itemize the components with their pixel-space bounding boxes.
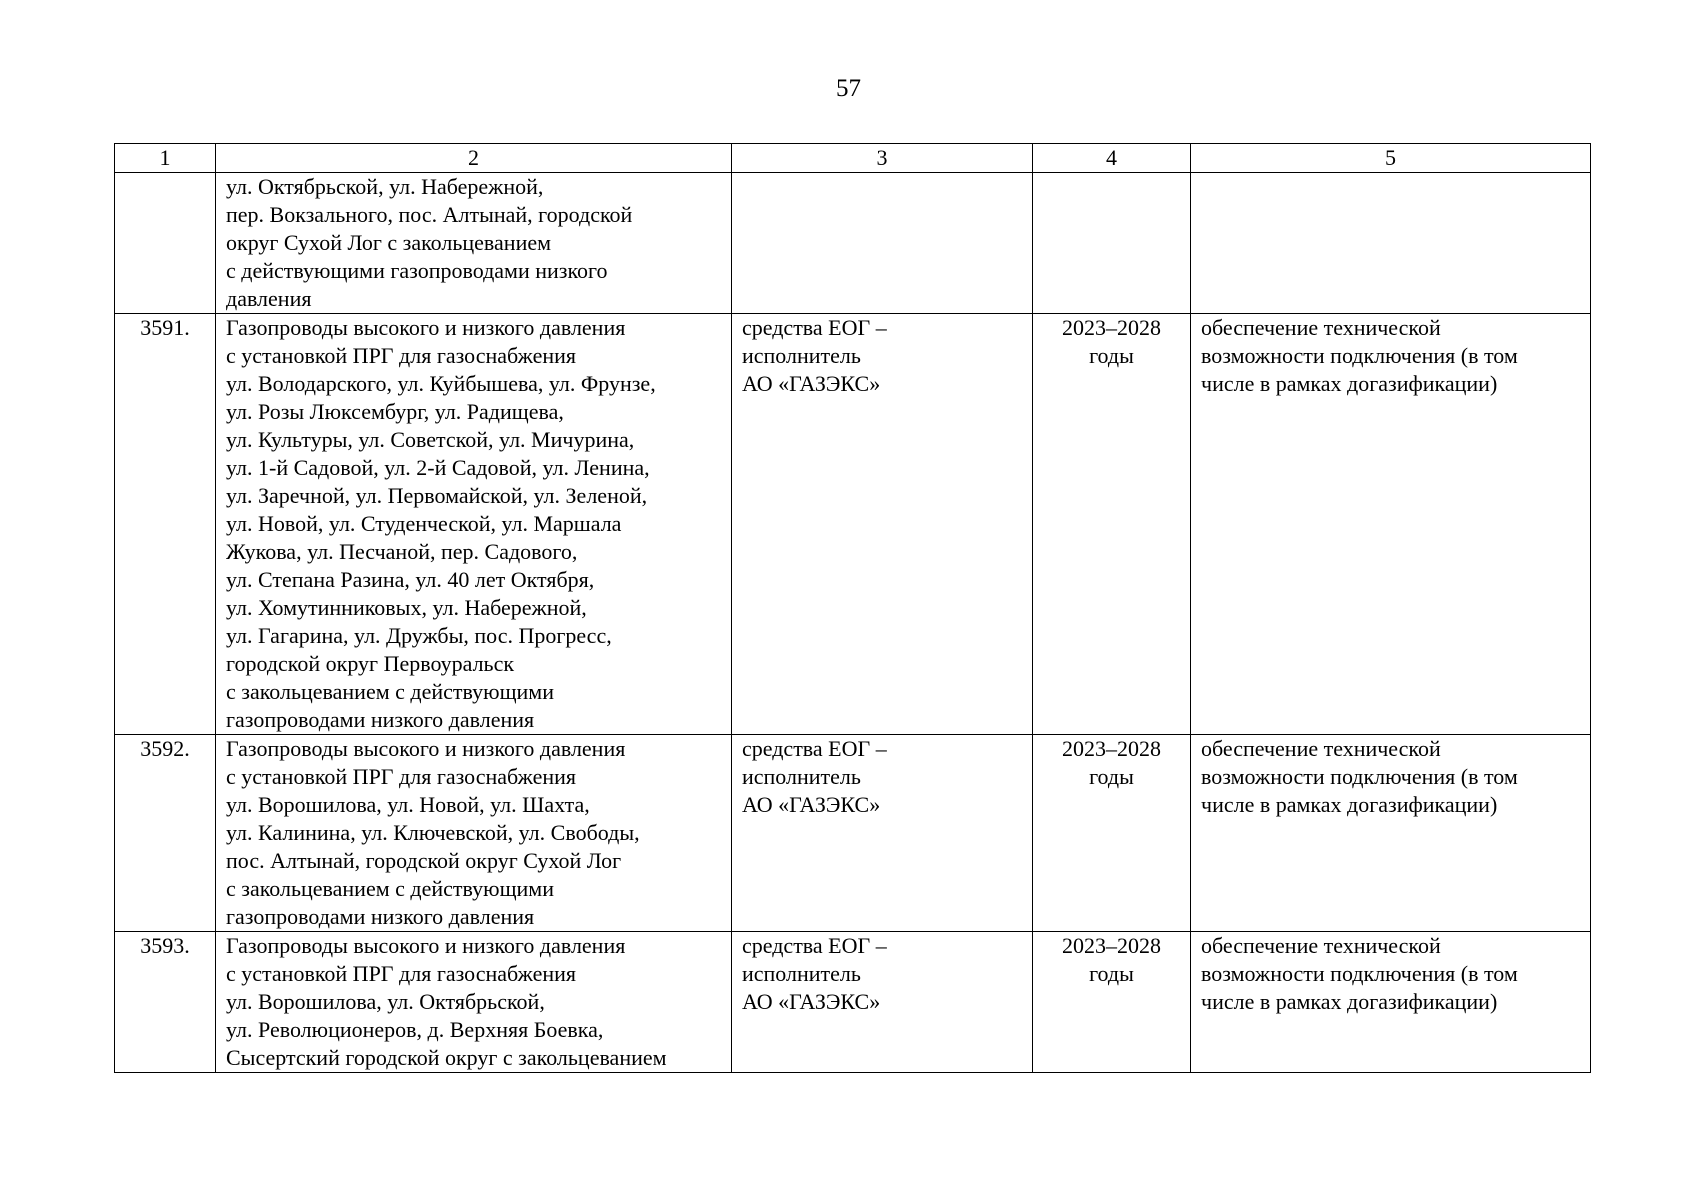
funding-source: средства ЕОГ – исполнитель АО «ГАЗЭКС» <box>732 735 1033 932</box>
table-row <box>115 314 1591 735</box>
measures-table <box>114 143 1591 1073</box>
column-header-1: 1 <box>115 144 216 173</box>
purpose: обеспечение технической возможности подключения (в том числе в рамках догазификации) <box>1191 314 1591 735</box>
column-header-4: 4 <box>1033 144 1191 173</box>
purpose <box>1191 173 1591 314</box>
row-number: 3593. <box>115 932 216 1073</box>
purpose: обеспечение технической возможности подключения (в том числе в рамках догазификации) <box>1191 735 1591 932</box>
object-description: Газопроводы высокого и низкого давления с установкой ПРГ для газоснабжения ул. Ворошилова, ул. Октябрьской, ул. Революционеров, д. Верхняя Боевка, Сысертский городской округ с закольцеванием <box>216 932 732 1073</box>
funding-source <box>732 173 1033 314</box>
implementation-period <box>1033 173 1191 314</box>
funding-source: средства ЕОГ – исполнитель АО «ГАЗЭКС» <box>732 932 1033 1073</box>
implementation-period: 2023–2028 годы <box>1033 932 1191 1073</box>
funding-source: средства ЕОГ – исполнитель АО «ГАЗЭКС» <box>732 314 1033 735</box>
object-description: Газопроводы высокого и низкого давления с установкой ПРГ для газоснабжения ул. Ворошилова, ул. Новой, ул. Шахта, ул. Калинина, ул. Ключевской, ул. Свободы, пос. Алтынай, городской округ Сухой Лог с закольцеванием с действующими газопроводами низкого давления <box>216 735 732 932</box>
object-description: Газопроводы высокого и низкого давления с установкой ПРГ для газоснабжения ул. Володарского, ул. Куйбышева, ул. Фрунзе, ул. Розы Люксембург, ул. Радищева, ул. Культуры, ул. Советской, ул. Мичурина, ул. 1-й Садовой, ул. 2-й Садовой, ул. Ленина, ул. Заречной, ул. Первомайской, ул. Зеленой, ул. Новой, ул. Студенческой, ул. Маршала Жукова, ул. Песчаной, пер. Садового, ул. Степана Разина, ул. 40 лет Октября, ул. Хомутинниковых, ул. Набережной, ул. Гагарина, ул. Дружбы, пос. Прогресс, городской округ Первоуральск с закольцеванием с действующими газопроводами низкого давления <box>216 314 732 735</box>
page-number: 57 <box>836 75 861 102</box>
implementation-period: 2023–2028 годы <box>1033 314 1191 735</box>
table-row <box>115 173 1591 314</box>
table-header-row <box>115 144 1591 173</box>
column-header-5: 5 <box>1191 144 1591 173</box>
table-row <box>115 735 1591 932</box>
table-row <box>115 932 1591 1073</box>
column-header-2: 2 <box>216 144 732 173</box>
row-number <box>115 173 216 314</box>
purpose: обеспечение технической возможности подключения (в том числе в рамках догазификации) <box>1191 932 1591 1073</box>
column-header-3: 3 <box>732 144 1033 173</box>
row-number: 3592. <box>115 735 216 932</box>
implementation-period: 2023–2028 годы <box>1033 735 1191 932</box>
row-number: 3591. <box>115 314 216 735</box>
object-description: ул. Октябрьской, ул. Набережной, пер. Вокзального, пос. Алтынай, городской округ Сухой Лог с закольцеванием с действующими газопроводами низкого давления <box>216 173 732 314</box>
